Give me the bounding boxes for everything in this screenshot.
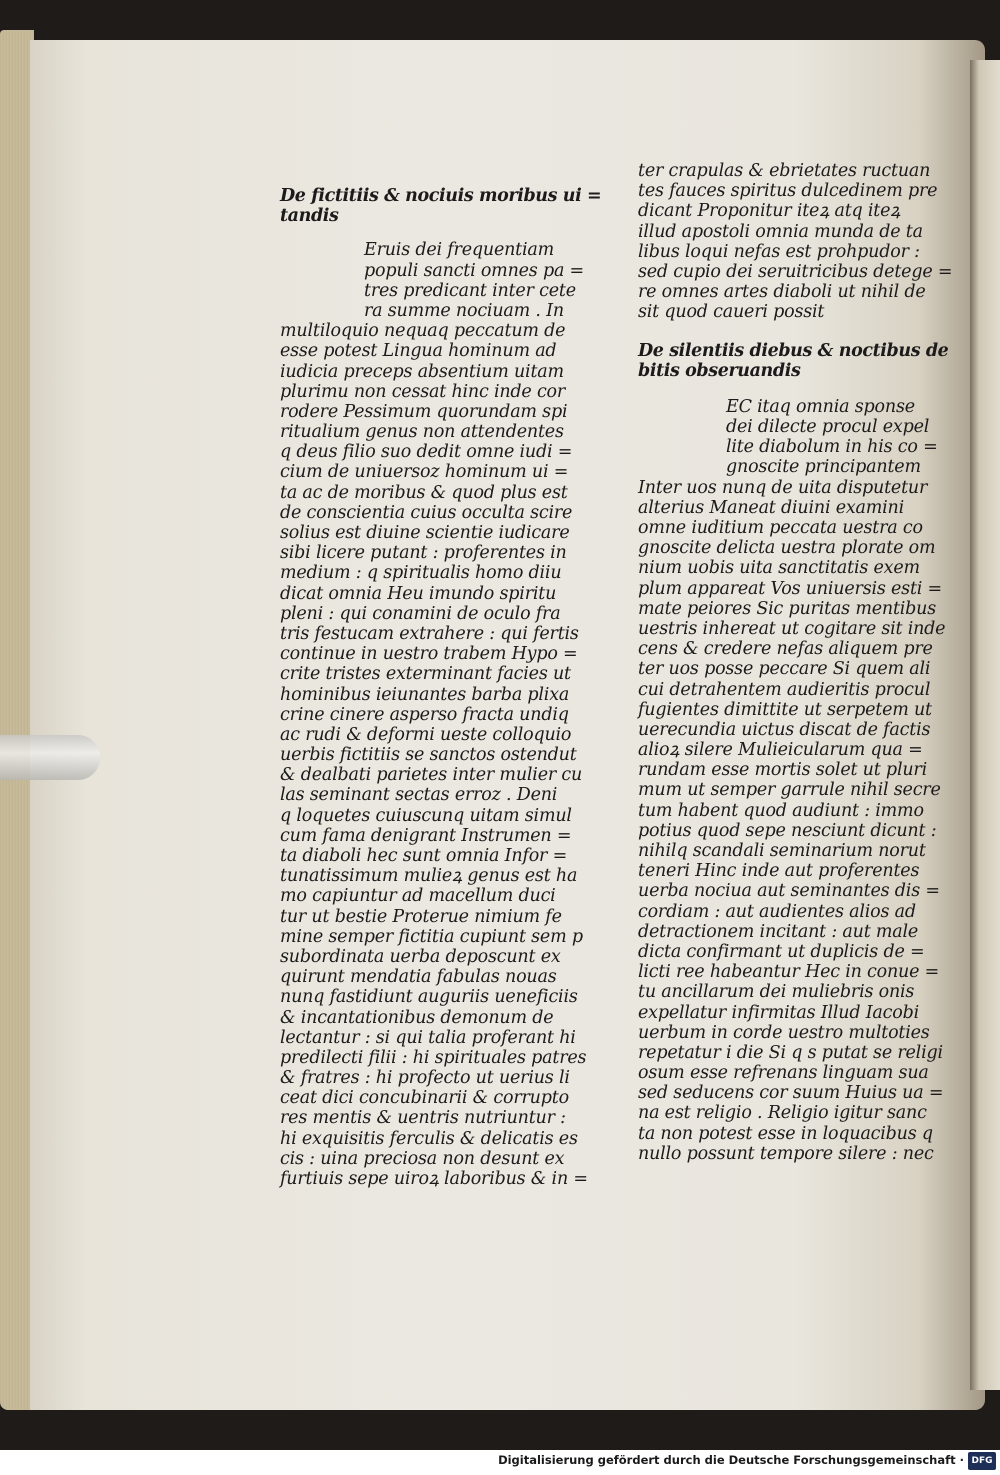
text-line: De silentiis diebus & noctibus de: [638, 340, 949, 361]
text-line: libus loqui nefas est prohpudor :: [638, 241, 920, 262]
text-line: ritualium genus non attendentes: [280, 422, 564, 443]
text-line: nunq fastidiunt auguriis ueneficiis: [280, 987, 578, 1008]
text-line: res mentis & uentris nutriuntur :: [280, 1108, 566, 1129]
text-line: dicant Proponitur iteꝝ atq iteꝝ: [638, 201, 901, 222]
text-line: illud apostoli omnia munda de ta: [638, 221, 923, 242]
text-line: dicat omnia Heu imundo spiritu: [280, 583, 557, 604]
text-line: cum fama denigrant Instrumen =: [280, 825, 572, 846]
text-line: continue in uestro trabem Hypo =: [280, 644, 578, 665]
text-line: tur ut bestie Proterue nimium fe: [280, 906, 562, 927]
text-line: hi exquisitis ferculis & delicatis es: [280, 1128, 578, 1149]
text-line: & dealbati parietes inter mulier cu: [280, 765, 583, 786]
text-line: gnoscite delicta uestra plorate om: [638, 538, 936, 559]
paragraph-gap: [280, 226, 565, 240]
text-line: nullo possunt tempore silere : nec: [638, 1143, 934, 1164]
text-line: bitis obseruandis: [638, 360, 801, 381]
text-line: cui detrahentem audieritis procul: [638, 679, 931, 700]
text-line: nium uobis uita sanctitatis exem: [638, 558, 920, 579]
text-line: detractionem incitant : aut male: [638, 921, 919, 942]
text-line: dei dilecte procul expel: [726, 417, 930, 438]
text-line: tum habent quod audiunt : immo: [638, 800, 924, 821]
text-line: expellatur infirmitas Illud Iacobi: [638, 1002, 919, 1023]
text-line: solius est diuine scientie iudicare: [280, 523, 570, 543]
text-line: uestris inhereat ut cogitare sit inde: [638, 618, 946, 639]
paragraph-gap: [638, 323, 928, 341]
text-line: ac rudi & deformi ueste colloquio: [280, 724, 572, 745]
text-line: ta non potest esse in loquacibus q: [638, 1123, 933, 1144]
text-line: tres predicant inter cete: [364, 280, 576, 301]
text-line: tunatissimum mulieꝝ genus est ha: [280, 866, 578, 887]
text-line: tes fauces spiritus dulcedinem pre: [638, 181, 938, 202]
text-line: cium de uniuersoz hominum ui =: [280, 462, 569, 483]
text-line: crite tristes exterminant facies ut: [280, 664, 571, 685]
text-line: lectantur : si qui talia proferant hi: [280, 1027, 576, 1048]
text-line: mum ut semper garrule nihil secre: [638, 780, 941, 801]
text-line: pleni : qui conamini de oculo fra: [280, 603, 561, 624]
text-line: cordiam : aut audientes alios ad: [638, 901, 916, 922]
text-line: EC itaq omnia sponse: [726, 396, 915, 417]
text-line: plurimu non cessat hinc inde cor: [280, 381, 566, 402]
text-line: iudicia preceps absentium uitam: [280, 361, 564, 382]
text-line: cens & credere nefas aliquem pre: [638, 639, 933, 660]
text-line: alterius Maneat diuini examini: [638, 497, 905, 518]
text-line: re omnes artes diaboli ut nihil de: [638, 282, 926, 303]
text-line: ter crapulas & ebrietates ructuan: [638, 161, 931, 181]
text-line: sit quod caueri possit: [638, 302, 825, 323]
text-line: predilecti filii : hi spirituales patres: [280, 1047, 587, 1068]
text-line: crine cinere asperso fracta undiq: [280, 704, 569, 725]
dfg-logo: DFG: [968, 1452, 996, 1470]
text-line: populi sancti omnes pa =: [364, 260, 585, 281]
text-line: licti ree habeantur Hec in conue =: [638, 962, 940, 983]
text-line: de conscientia cuius occulta scire: [280, 502, 573, 523]
text-line: & fratres : hi profecto ut uerius li: [280, 1068, 570, 1089]
text-line: tandis: [280, 206, 339, 227]
paragraph-gap: [638, 381, 928, 397]
next-leaf-edge: [970, 60, 1000, 1390]
text-line: subordinata uerba deposcunt ex: [280, 946, 561, 967]
text-line: rundam esse mortis solet ut pluri: [638, 760, 927, 781]
text-line: uerecundia uictus discat de factis: [638, 719, 931, 740]
text-line: mine semper fictitia cupiunt sem p: [280, 926, 583, 947]
text-line: sibi licere putant : proferentes in: [280, 543, 567, 564]
footer-credit: Digitalisierung gefördert durch die Deutsche Forschungsgemeinschaft ·: [498, 1453, 964, 1467]
text-line: De fictitiis & nociuis moribus ui =: [280, 186, 602, 206]
text-line: lite diabolum in his co =: [726, 437, 938, 458]
text-line: rodere Pessimum quorundam spi: [280, 401, 568, 422]
text-line: ra summe nociuam . In: [364, 300, 564, 321]
text-line: ceat dici concubinarii & corrupto: [280, 1088, 569, 1109]
text-line: uerba nociua aut seminantes dis =: [638, 881, 940, 902]
page-holder-clip: [0, 735, 100, 780]
text-line: quirunt mendatia fabulas nouas: [280, 967, 557, 988]
text-line: alioꝝ silere Mulieicularum qua =: [638, 740, 923, 761]
text-line: nihilq scandali seminarium norut: [638, 841, 926, 861]
text-line: ta diaboli hec sunt omnia Infor =: [280, 846, 568, 866]
text-line: Eruis dei frequentiam: [364, 240, 555, 261]
text-line: omne iuditium peccata uestra co: [638, 518, 923, 538]
text-line: mate peiores Sic puritas mentibus: [638, 598, 937, 619]
text-line: repetatur i die Si q s putat se religi: [638, 1042, 943, 1063]
left-text-column: [280, 186, 602, 1189]
text-line: & incantationibus demonum de: [280, 1007, 554, 1028]
text-line: medium : q spiritualis homo diiu: [280, 563, 562, 584]
text-line: teneri Hinc inde aut proferentes: [638, 861, 920, 882]
text-line: dicta confirmant ut duplicis de =: [638, 941, 925, 962]
text-line: tris festucam extrahere : qui fertis: [280, 623, 579, 644]
text-line: fugientes dimittite ut serpetem ut: [638, 699, 932, 720]
text-line: furtiuis sepe uiroꝝ laboribus & in =: [280, 1169, 588, 1189]
text-line: cis : uina preciosa non desunt ex: [280, 1148, 565, 1169]
text-line: uerbis fictitiis se sanctos ostendut: [280, 745, 577, 766]
text-line: esse potest Lingua hominum ad: [280, 341, 557, 362]
text-line: potius quod sepe nesciunt dicunt :: [638, 820, 937, 841]
text-line: osum esse refrenans linguam sua: [638, 1063, 929, 1084]
right-text-column: [638, 161, 953, 1164]
text-line: na est religio . Religio igitur sanc: [638, 1103, 927, 1124]
text-line: multiloquio nequaq peccatum de: [280, 321, 566, 342]
text-line: ter uos posse peccare Si quem ali: [638, 659, 931, 680]
left-page-edges: [0, 30, 34, 1410]
text-line: las seminant sectas erroz . Deni: [280, 785, 558, 806]
text-line: ta ac de moribus & quod plus est: [280, 482, 568, 503]
text-line: gnoscite principantem: [726, 457, 921, 478]
text-line: q deus filio suo dedit omne iudi =: [280, 442, 573, 463]
text-line: sed seducens cor suum Huius ua =: [638, 1083, 944, 1104]
text-line: sed cupio dei seruitricibus detege =: [638, 261, 953, 282]
text-line: mo capiuntur ad macellum duci: [280, 886, 556, 907]
text-line: uerbum in corde uestro multoties: [638, 1022, 930, 1043]
text-line: hominibus ieiunantes barba plixa: [280, 684, 570, 705]
text-line: plum appareat Vos uniuersis esti =: [638, 578, 943, 599]
text-line: q loquetes cuiuscunq uitam simul: [280, 805, 572, 826]
text-line: tu ancillarum dei muliebris onis: [638, 982, 915, 1003]
text-line: Inter uos nunq de uita disputetur: [638, 477, 928, 498]
